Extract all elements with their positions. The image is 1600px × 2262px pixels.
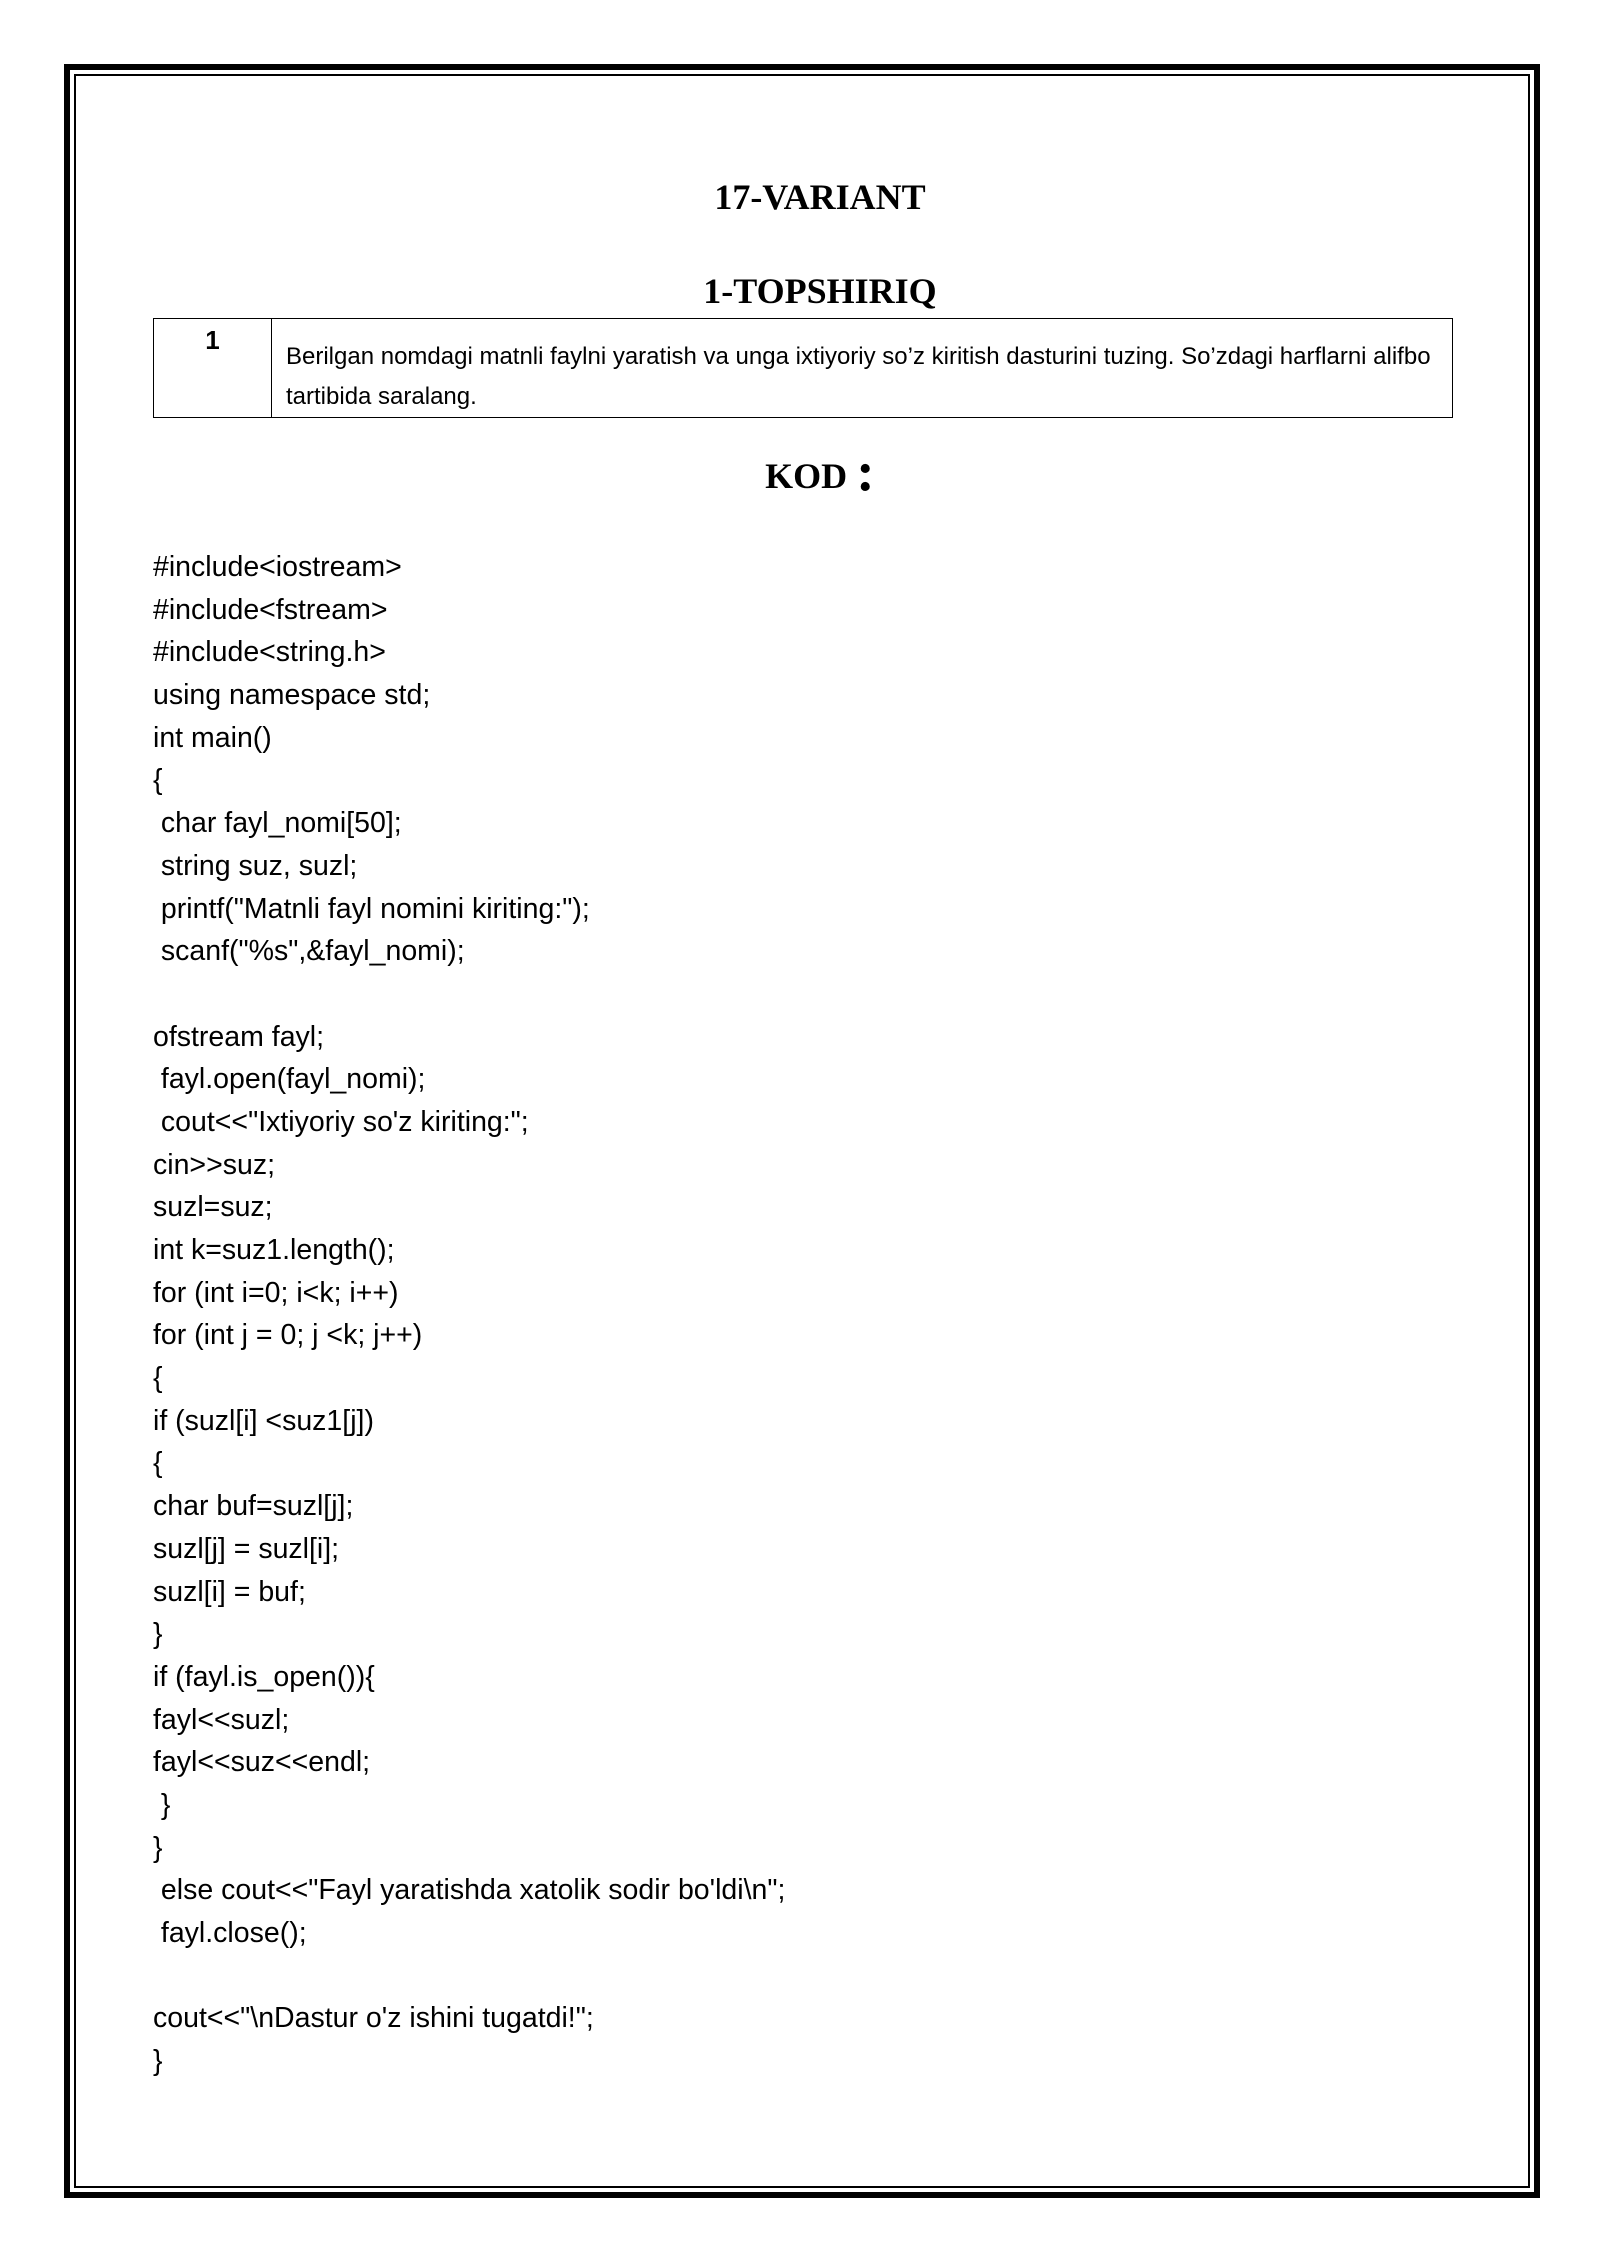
code-line: #include<fstream>	[153, 593, 388, 626]
code-block	[153, 546, 785, 2083]
task-title: 1-TOPSHIRIQ	[703, 271, 937, 311]
code-line: for (int j = 0; j <k; j++)	[153, 1319, 423, 1352]
code-line: fayl.open(fayl_nomi);	[153, 1063, 426, 1096]
code-line: cin>>suz;	[153, 1148, 275, 1181]
code-line	[153, 1955, 785, 1998]
code-line: ofstream fayl;	[153, 1020, 325, 1053]
code-line: {	[153, 1362, 163, 1395]
code-line: #include<iostream>	[153, 551, 402, 583]
task-table	[153, 318, 1453, 418]
code-heading-colon: :	[856, 441, 875, 503]
code-heading	[0, 440, 1600, 504]
code-line: }	[153, 1788, 171, 1821]
code-heading-label: KOD	[765, 456, 848, 496]
code-line: int k=suz1.length();	[153, 1234, 395, 1266]
code-line: else cout<<"Fayl yaratishda xatolik sodir bo'ldi\n";	[153, 1874, 786, 1907]
code-line: char buf=suzl[j];	[153, 1490, 354, 1523]
code-line: }	[153, 1831, 163, 1864]
task-description: Berilgan nomdagi matnli faylni yaratish va unga ixtiyoriy so’z kiritish dasturini tuzing. So’zdagi harflarni alifbo tartibida saralang.	[286, 343, 1431, 410]
code-line: if (fayl.is_open()){	[153, 1660, 375, 1693]
code-line: }	[153, 2045, 163, 2078]
code-line	[153, 973, 785, 1016]
code-line: {	[153, 764, 163, 797]
code-line: cout<<"Ixtiyoriy so'z kiriting:";	[153, 1105, 529, 1138]
task-number: 1	[154, 319, 272, 417]
code-line: for (int i=0; i<k; i++)	[153, 1276, 399, 1309]
variant-title: 17-VARIANT	[714, 177, 926, 217]
code-line: using namespace std;	[153, 679, 431, 712]
code-line: cout<<"\nDastur o'z ishini tugatdi!";	[153, 2002, 594, 2035]
code-line: fayl<<suzl;	[153, 1703, 290, 1736]
code-line: {	[153, 1447, 163, 1480]
code-line: string suz, suzl;	[153, 849, 358, 882]
code-line: fayl.close();	[153, 1917, 307, 1949]
code-line: }	[153, 1618, 163, 1651]
code-line: suzl[i] = buf;	[153, 1575, 306, 1608]
code-line: int main()	[153, 721, 272, 754]
code-line: printf("Matnli fayl nomini kiriting:");	[153, 892, 590, 925]
code-line: #include<string.h>	[153, 636, 386, 669]
code-line: scanf("%s",&fayl_nomi);	[153, 935, 465, 968]
code-line: char fayl_nomi[50];	[153, 807, 402, 840]
code-line: suzl[j] = suzl[i];	[153, 1532, 340, 1565]
code-line: suzl=suz;	[153, 1191, 273, 1224]
code-line: fayl<<suz<<endl;	[153, 1746, 371, 1779]
code-line: if (suzl[i] <suz1[j])	[153, 1404, 374, 1437]
